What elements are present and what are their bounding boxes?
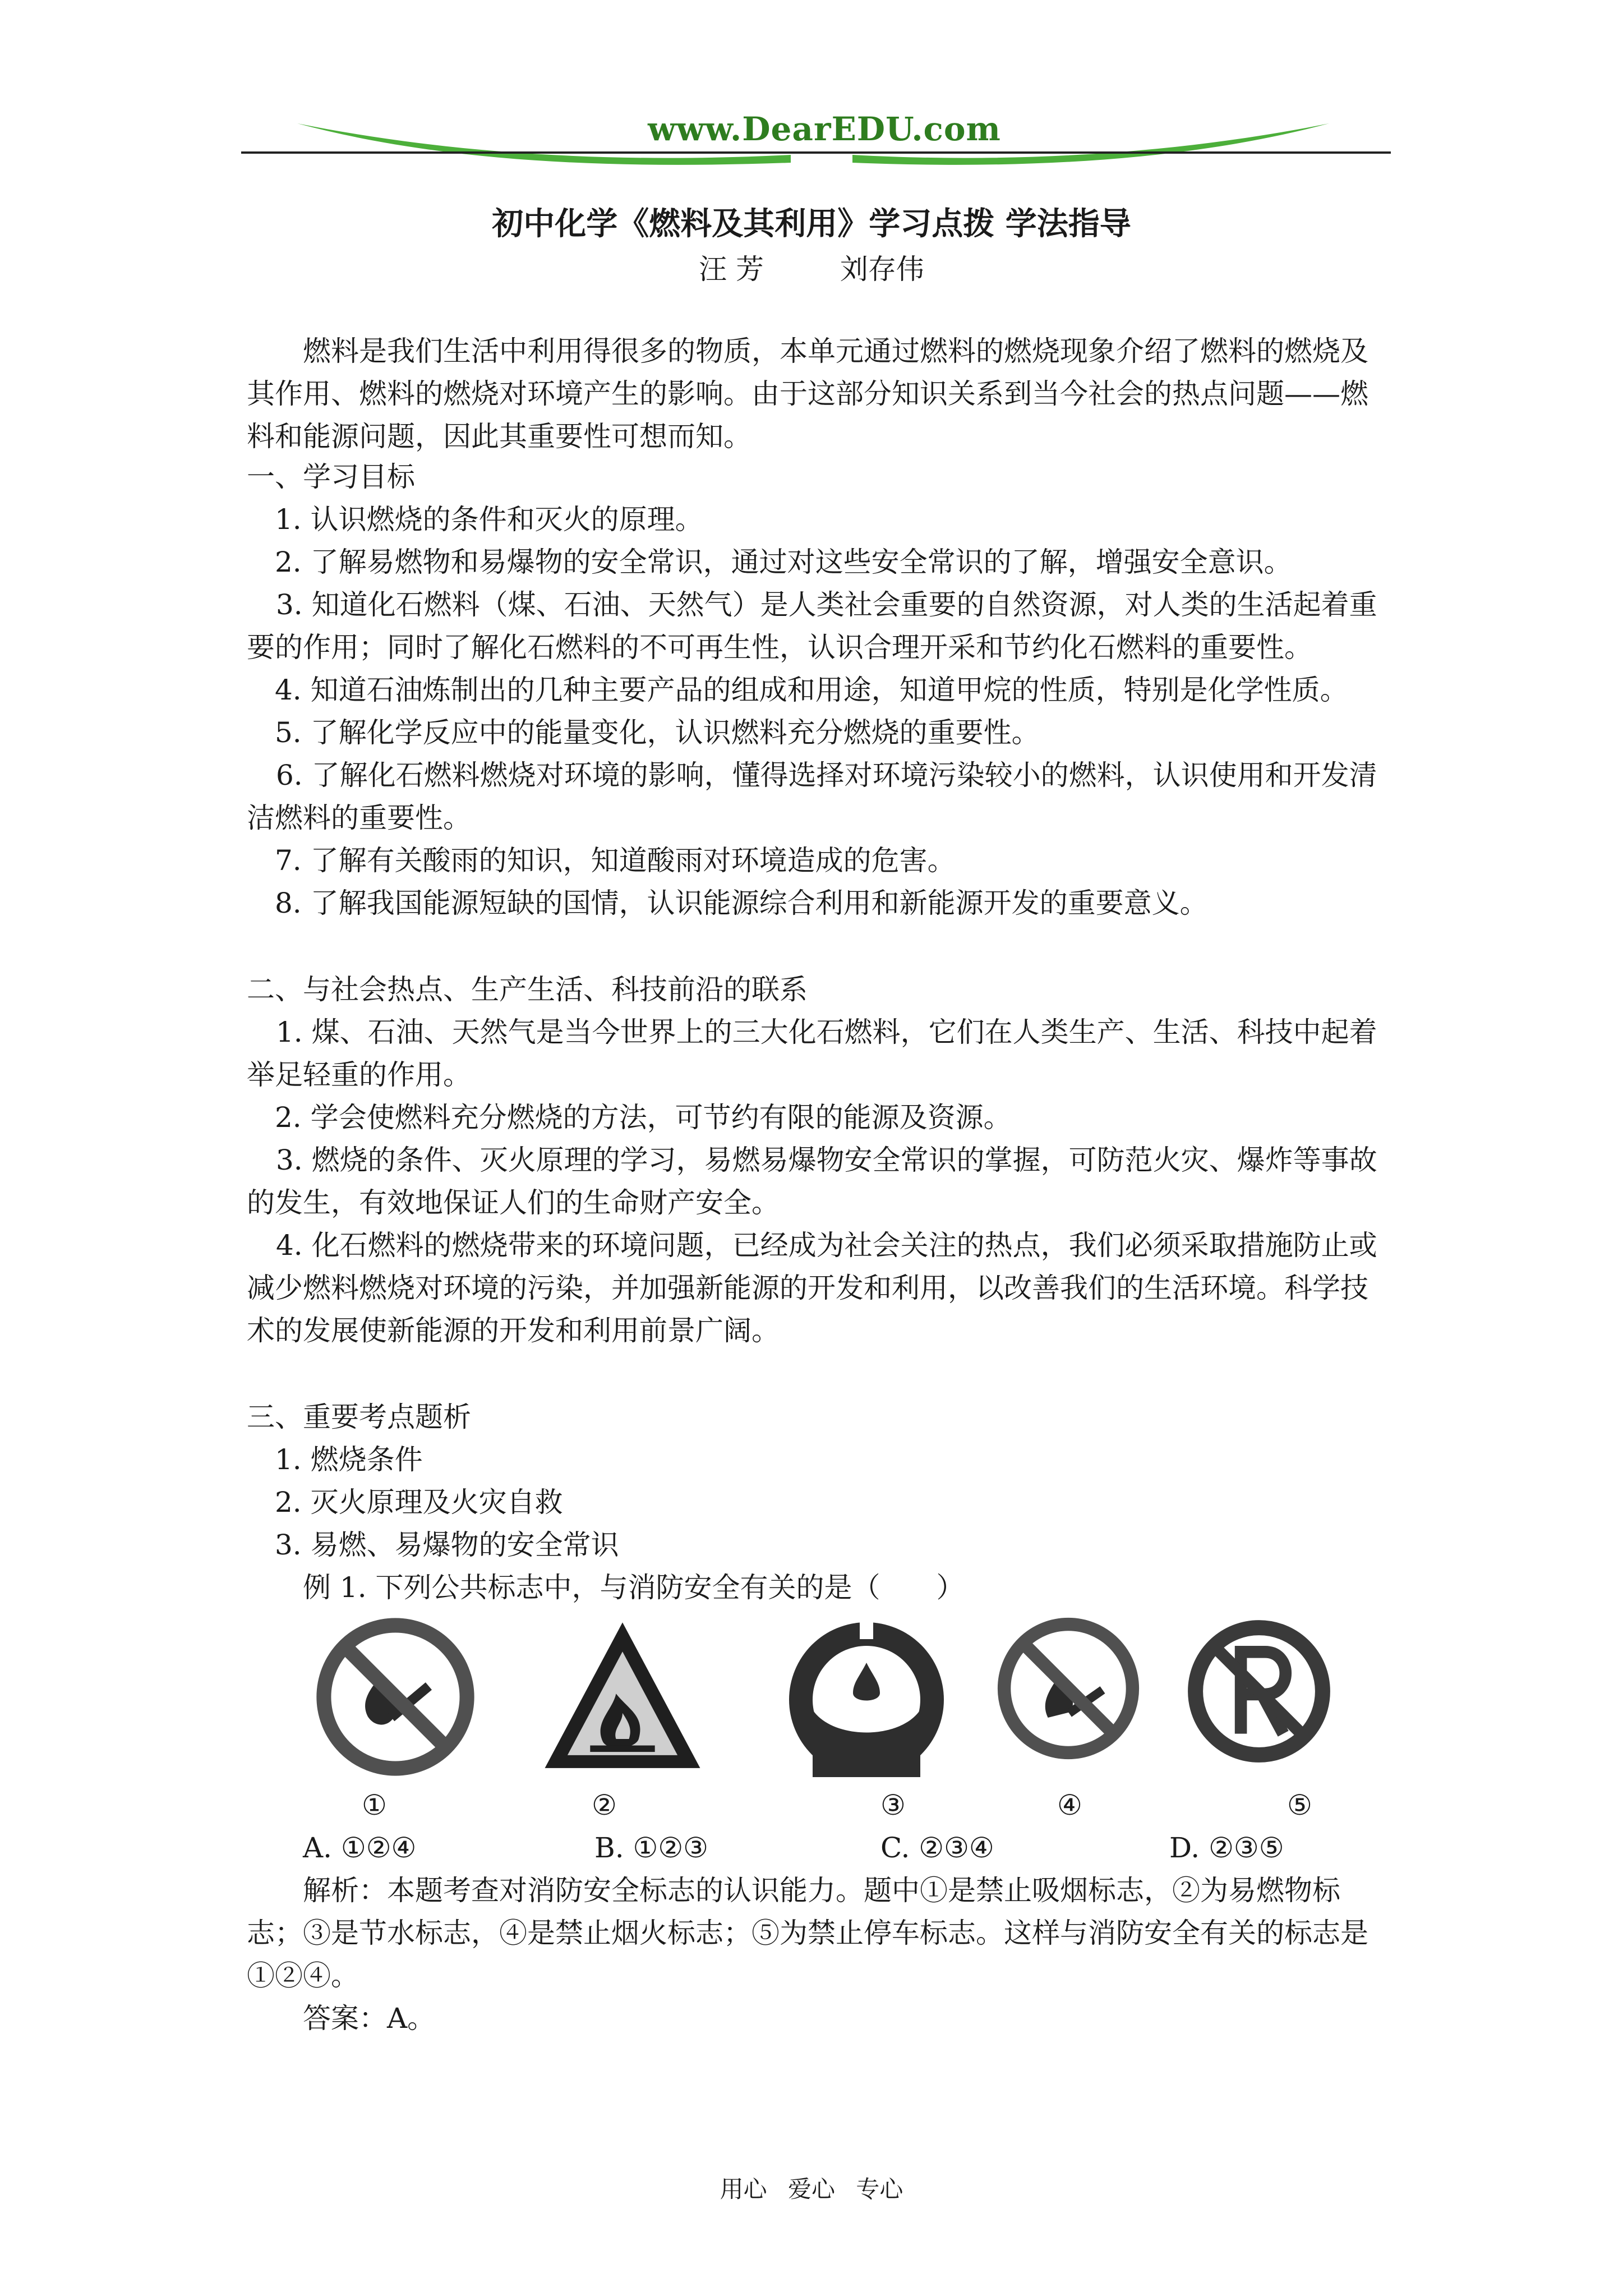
section2-heading: 二、与社会热点、生产生活、科技前沿的联系: [247, 973, 808, 1006]
section3-item-2: 2. 灭火原理及火灾自救: [275, 1486, 563, 1519]
section1-item-3: 3. 知道化石燃料（煤、石油、天然气）是人类社会重要的自然资源，对人类的生活起着重要的作用；同时了解化石燃料的不可再生性，认识合理开采和节约化石燃料的重要性。: [247, 588, 1377, 664]
no-parking-sign: [1183, 1616, 1335, 1767]
section2-item-4: 4. 化石燃料的燃烧带来的环境问题，已经成为社会关注的热点，我们必须采取措施防止或减少燃料燃烧对环境的污染，并加强新能源的开发和利用，以改善我们的生活环境。科学技术的发展使新能源的开发和利用前景广阔。: [247, 1229, 1377, 1347]
option-d: D. ②③⑤: [1169, 1832, 1284, 1864]
sign-label-4: ④: [1057, 1789, 1082, 1821]
no-open-flames-sign: [995, 1616, 1141, 1761]
water-saving-sign: [782, 1616, 951, 1784]
sign-label-5: ⑤: [1287, 1789, 1312, 1821]
section3-item-1: 1. 燃烧条件: [275, 1443, 423, 1476]
sign-label-2: ②: [592, 1789, 617, 1821]
footer-word-3: 专心: [856, 2175, 903, 2203]
header-divider: [241, 151, 1391, 154]
option-c: C. ②③④: [880, 1832, 994, 1864]
option-b: B. ①②③: [594, 1832, 709, 1864]
section2-item-3: 3. 燃烧的条件、灭火原理的学习，易燃易爆物安全常识的掌握，可防范火灾、爆炸等事故的发生，有效地保证人们的生命财产安全。: [247, 1144, 1377, 1219]
section1-item-2: 2. 了解易燃物和易爆物的安全常识，通过对这些安全常识的了解，增强安全意识。: [275, 546, 1292, 578]
section1-item-5: 5. 了解化学反应中的能量变化，认识燃料充分燃烧的重要性。: [275, 716, 1040, 749]
analysis-paragraph: 解析：本题考查对消防安全标志的认识能力。题中①是禁止吸烟标志，②为易燃物标志；③是节水标志，④是禁止烟火标志；⑤为禁止停车标志。这样与消防安全有关的标志是①②④。: [247, 1874, 1368, 1992]
section1-item-1: 1. 认识燃烧的条件和灭火的原理。: [275, 503, 703, 536]
section1-item-8: 8. 了解我国能源短缺的国情，认识能源综合利用和新能源开发的重要意义。: [275, 887, 1208, 919]
section3-heading: 三、重要考点题析: [247, 1401, 471, 1433]
sign-label-1: ①: [362, 1789, 387, 1821]
intro-paragraph: 燃料是我们生活中利用得很多的物质，本单元通过燃料的燃烧现象介绍了燃料的燃烧及其作用、燃料的燃烧对环境产生的影响。由于这部分知识关系到当今社会的热点问题——燃料和能源问题，因此其重要性可想而知。: [247, 335, 1368, 453]
footer-word-2: 爱心: [787, 2175, 835, 2203]
authors: [0, 247, 1623, 287]
section1-item-7: 7. 了解有关酸雨的知识，知道酸雨对环境造成的危害。: [275, 844, 956, 877]
answer-text: 答案：A。: [303, 2002, 436, 2035]
author-2: 刘存伟: [840, 253, 924, 286]
footer-motto: [0, 2171, 1623, 2205]
section2-item-2: 2. 学会使燃料充分燃烧的方法，可节约有限的能源及资源。: [275, 1101, 1012, 1134]
sign-row: [0, 1616, 1623, 1806]
section3-item-3: 3. 易燃、易爆物的安全常识: [275, 1529, 619, 1561]
no-smoking-sign: [314, 1616, 477, 1778]
example-question: 例 1. 下列公共标志中，与消防安全有关的是（ ）: [303, 1571, 965, 1604]
sign-label-3: ③: [880, 1789, 906, 1821]
section1-heading: 一、学习目标: [247, 461, 415, 493]
section1-item-4: 4. 知道石油炼制出的几种主要产品的组成和用途，知道甲烷的性质，特别是化学性质。: [275, 674, 1348, 706]
option-a: A. ①②④: [303, 1832, 417, 1864]
section2-item-1: 1. 煤、石油、天然气是当今世界上的三大化石燃料，它们在人类生产、生活、科技中起着举足轻重的作用。: [247, 1016, 1377, 1091]
page-title: 初中化学《燃料及其利用》学习点拨 学法指导: [492, 205, 1131, 242]
section1-item-6: 6. 了解化石燃料燃烧对环境的影响，懂得选择对环境污染较小的燃料，认识使用和开发清洁燃料的重要性。: [247, 759, 1377, 834]
header-banner-logo[interactable]: www.DearEDU.com: [648, 110, 1001, 148]
author-1: 汪 芳: [699, 253, 764, 286]
flammable-warning-sign: [538, 1616, 707, 1778]
footer-word-1: 用心: [720, 2175, 767, 2203]
